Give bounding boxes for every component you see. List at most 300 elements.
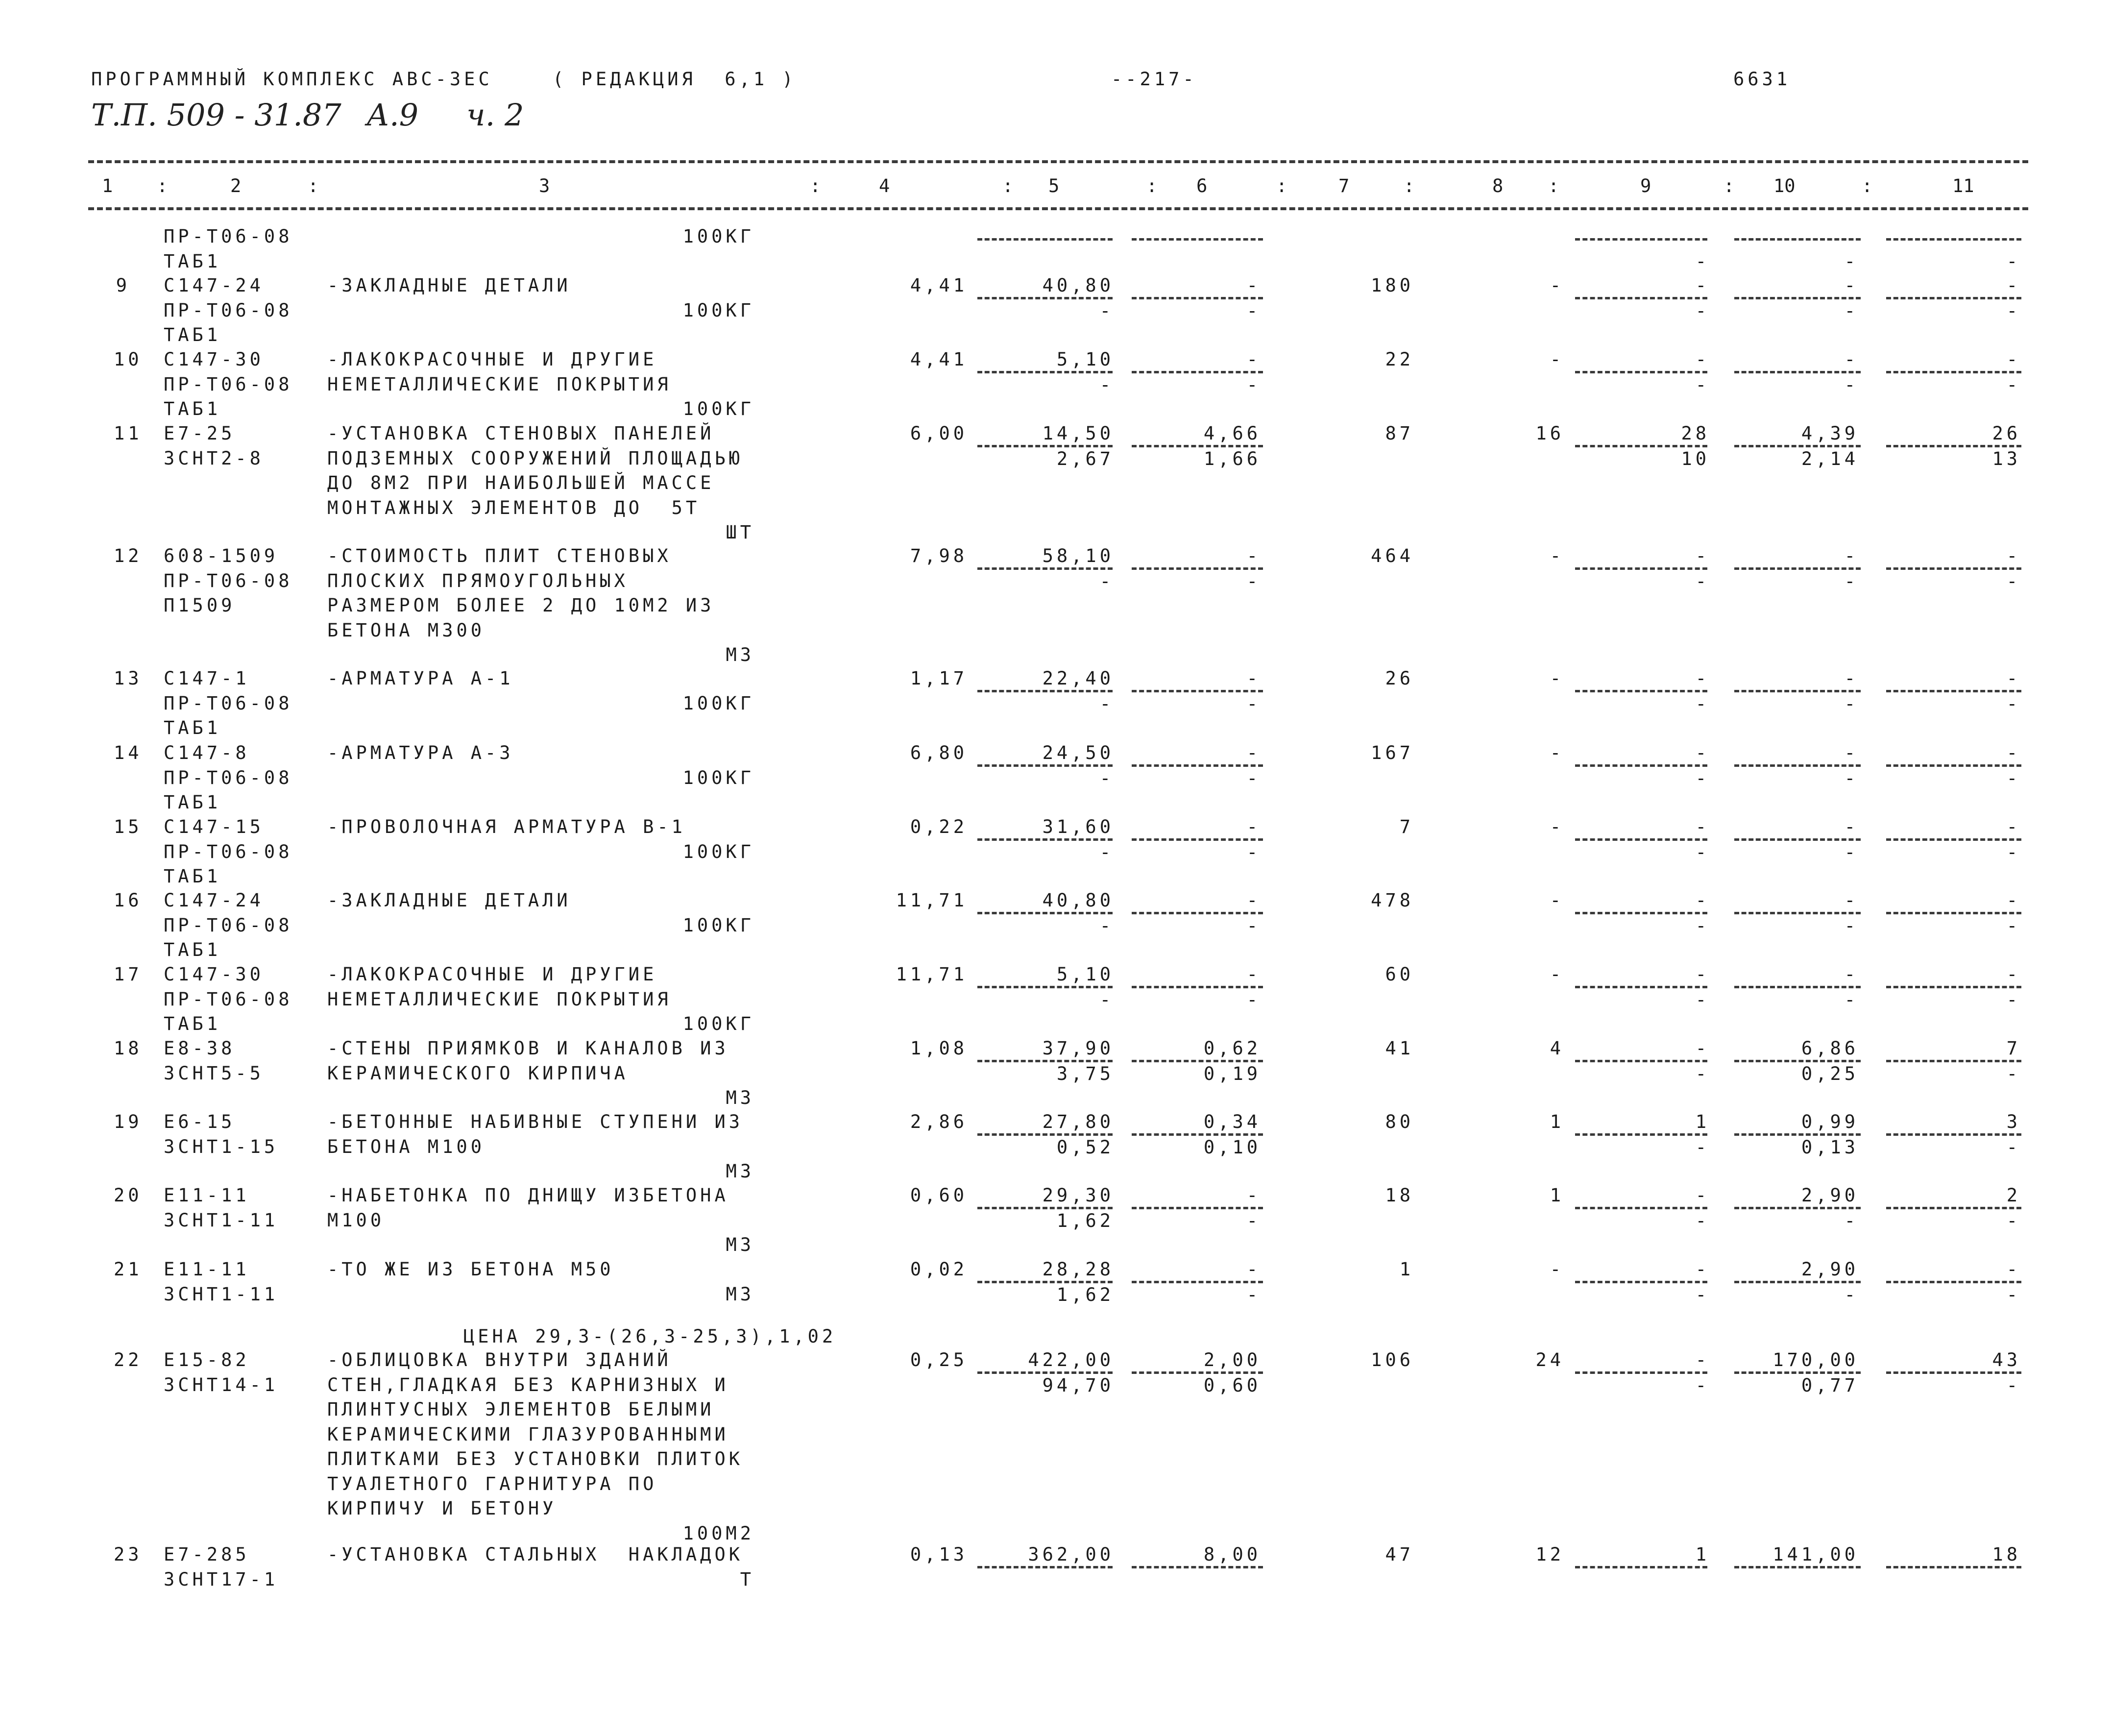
subtotal-dash-line bbox=[977, 567, 1113, 570]
column-separator: : bbox=[1404, 175, 1415, 196]
subtotal-dash-line bbox=[977, 1133, 1113, 1136]
subtotal-dash-line bbox=[1886, 764, 2021, 767]
row-number: 13 bbox=[114, 668, 143, 689]
machine-unit-price-sub: - bbox=[1246, 1210, 1261, 1231]
wage-total: - bbox=[1695, 1259, 1710, 1280]
resource-code: 3СНТ5-5 bbox=[164, 1062, 264, 1084]
wage-total: 1 bbox=[1695, 1111, 1710, 1132]
wage-total: - bbox=[1695, 668, 1710, 689]
machine-unit-price: - bbox=[1246, 964, 1261, 985]
unit-price: 362,00 bbox=[1028, 1544, 1114, 1565]
labor-total-sub: - bbox=[2006, 1374, 2021, 1396]
resource-code: 3СНТ1-15 bbox=[164, 1136, 279, 1157]
subtotal-dash-line bbox=[1734, 297, 1861, 299]
subtotal-dash-line bbox=[1734, 1371, 1861, 1374]
page-number: --217- bbox=[1111, 69, 1197, 90]
work-description: -ЛАКОКРАСОЧНЫЕ И ДРУГИЕ bbox=[327, 964, 657, 985]
wage-total: - bbox=[1695, 545, 1710, 566]
labor-total: 2 bbox=[2006, 1185, 2021, 1206]
subtotal-dash-line bbox=[1886, 297, 2021, 299]
subtotal-dash-line bbox=[977, 764, 1113, 767]
labor-unit: 141,00 bbox=[1772, 1544, 1859, 1565]
subtotal-dash-line bbox=[1734, 238, 1861, 241]
machine-cost: 1 bbox=[1550, 1185, 1564, 1206]
resource-code: С147-24 bbox=[164, 275, 264, 296]
subtotal-dash-line bbox=[1575, 1281, 1707, 1283]
labor-total: 18 bbox=[1992, 1544, 2021, 1565]
resource-code: Е15-82 bbox=[164, 1349, 250, 1370]
labor-total: - bbox=[2006, 545, 2021, 566]
unit-price-sub: 94,70 bbox=[1042, 1374, 1114, 1396]
subtotal-dash-line bbox=[1734, 1207, 1861, 1209]
resource-code: ПР-Т06-08 bbox=[164, 988, 293, 1010]
resource-code: С147-30 bbox=[164, 349, 264, 370]
machine-cost: - bbox=[1550, 668, 1564, 689]
row-number: 12 bbox=[114, 545, 143, 566]
subtotal-dash-line bbox=[1132, 1371, 1263, 1374]
column-header-1: 1 bbox=[102, 175, 113, 196]
subtotal-dash-line bbox=[1734, 838, 1861, 841]
subtotal-dash-line bbox=[1575, 1371, 1707, 1374]
resource-code: ПР-Т06-08 bbox=[164, 767, 293, 788]
resource-code: ТАБ1 bbox=[164, 792, 221, 813]
labor-unit: - bbox=[1844, 964, 1859, 985]
resource-code: Е6-15 bbox=[164, 1111, 236, 1132]
labor-unit: 0,99 bbox=[1801, 1111, 1859, 1132]
subtotal-dash-line bbox=[1575, 690, 1707, 692]
labor-total: - bbox=[2006, 668, 2021, 689]
work-description: -БЕТОННЫЕ НАБИВНЫЕ СТУПЕНИ ИЗ bbox=[327, 1111, 744, 1132]
unit-price: 27,80 bbox=[1042, 1111, 1114, 1132]
machine-unit-price: 4,66 bbox=[1203, 423, 1261, 444]
resource-code: С147-1 bbox=[164, 668, 250, 689]
row-number: 19 bbox=[114, 1111, 143, 1132]
column-separator: : bbox=[810, 175, 821, 196]
wage-total: - bbox=[1695, 1349, 1710, 1370]
machine-unit-price-sub: - bbox=[1246, 915, 1261, 936]
subtotal-dash-line bbox=[1132, 371, 1263, 373]
total-cost: 87 bbox=[1385, 423, 1414, 444]
wage-total: - bbox=[1695, 890, 1710, 911]
work-description: ПЛИТКАМИ БЕЗ УСТАНОВКИ ПЛИТОК bbox=[327, 1448, 744, 1469]
machine-unit-price-sub: 0,10 bbox=[1203, 1136, 1261, 1158]
total-cost: 41 bbox=[1385, 1038, 1414, 1059]
machine-unit-price-sub: 1,66 bbox=[1203, 448, 1261, 469]
resource-code: П1509 bbox=[164, 595, 236, 616]
resource-code: ТАБ1 bbox=[164, 398, 221, 419]
unit-price-sub: 2,67 bbox=[1056, 448, 1114, 469]
subtotal-dash-line bbox=[1734, 445, 1861, 447]
row-number: 16 bbox=[114, 890, 143, 911]
machine-cost: 4 bbox=[1550, 1038, 1564, 1059]
subtotal-dash-line bbox=[1575, 567, 1707, 570]
unit-price-sub: 1,62 bbox=[1056, 1284, 1114, 1305]
row-number: 14 bbox=[114, 742, 143, 763]
machine-unit-price: - bbox=[1246, 890, 1261, 911]
work-description: -УСТАНОВКА СТЕНОВЫХ ПАНЕЛЕЙ bbox=[327, 423, 715, 444]
unit-of-measure: 100КГ bbox=[682, 692, 754, 714]
wage-total-sub: - bbox=[1695, 374, 1710, 395]
machine-unit-price-sub: - bbox=[1246, 841, 1261, 863]
column-separator: : bbox=[157, 175, 168, 196]
wage-total-sub: - bbox=[1695, 915, 1710, 936]
row-number: 15 bbox=[114, 816, 143, 837]
machine-cost: - bbox=[1550, 742, 1564, 763]
subtotal-dash-line bbox=[977, 445, 1113, 447]
quantity: 0,25 bbox=[910, 1349, 968, 1370]
subtotal-dash-line bbox=[1132, 690, 1263, 692]
work-description: -СТОИМОСТЬ ПЛИТ СТЕНОВЫХ bbox=[327, 545, 672, 566]
wage-total-sub: - bbox=[1695, 693, 1710, 714]
unit-price: 31,60 bbox=[1042, 816, 1114, 837]
resource-code: С147-24 bbox=[164, 890, 264, 911]
subtotal-dash-line bbox=[1132, 1281, 1263, 1283]
work-description: КЕРАМИЧЕСКИМИ ГЛАЗУРОВАННЫМИ bbox=[327, 1423, 729, 1445]
wage-total: - bbox=[1695, 816, 1710, 837]
work-description: СТЕН,ГЛАДКАЯ БЕЗ КАРНИЗНЫХ И bbox=[327, 1374, 729, 1395]
unit-price-sub: 1,62 bbox=[1056, 1210, 1114, 1231]
row-number: 9 bbox=[116, 275, 130, 296]
quantity: 0,13 bbox=[910, 1544, 968, 1565]
resource-code: ТАБ1 bbox=[164, 324, 221, 345]
labor-unit-sub: - bbox=[1844, 570, 1859, 592]
row-number: 17 bbox=[114, 964, 143, 985]
unit-of-measure: 100КГ bbox=[682, 299, 754, 321]
subtotal-dash-line bbox=[1886, 986, 2021, 988]
subtotal-dash-line bbox=[1886, 838, 2021, 841]
unit-price: 29,30 bbox=[1042, 1185, 1114, 1206]
subtotal-dash-line bbox=[1575, 1566, 1707, 1568]
subtotal-dash-line bbox=[977, 371, 1113, 373]
work-description: ТУАЛЕТНОГО ГАРНИТУРА ПО bbox=[327, 1473, 657, 1494]
labor-unit-sub: - bbox=[1844, 1210, 1859, 1231]
labor-total: 7 bbox=[2006, 1038, 2021, 1059]
column-header-4: 4 bbox=[879, 175, 890, 196]
machine-cost: - bbox=[1550, 275, 1564, 296]
total-cost: 18 bbox=[1385, 1185, 1414, 1206]
wage-total-sub: - bbox=[1695, 1210, 1710, 1231]
resource-code: Е7-25 bbox=[164, 423, 236, 444]
machine-unit-price: - bbox=[1246, 742, 1261, 763]
wage-total-sub: - bbox=[1695, 1284, 1710, 1305]
quantity: 6,00 bbox=[910, 423, 968, 444]
work-description: НЕМЕТАЛЛИЧЕСКИЕ ПОКРЫТИЯ bbox=[327, 988, 672, 1010]
labor-unit-sub: - bbox=[1844, 250, 1859, 272]
resource-code: ПР-Т06-08 bbox=[164, 299, 293, 321]
unit-of-measure: 100КГ bbox=[682, 841, 754, 862]
total-cost: 60 bbox=[1385, 964, 1414, 985]
labor-total-sub: - bbox=[2006, 841, 2021, 863]
unit-of-measure: 100М2 bbox=[682, 1522, 754, 1544]
resource-code: ПР-Т06-08 bbox=[164, 914, 293, 936]
resource-code: С147-30 bbox=[164, 964, 264, 985]
machine-unit-price-sub: - bbox=[1246, 989, 1261, 1010]
subtotal-dash-line bbox=[1886, 1060, 2021, 1062]
subtotal-dash-line bbox=[1575, 371, 1707, 373]
wage-total-sub: - bbox=[1695, 841, 1710, 863]
work-description: КЕРАМИЧЕСКОГО КИРПИЧА bbox=[327, 1062, 629, 1084]
labor-total-sub: - bbox=[2006, 1063, 2021, 1084]
work-description: ПОДЗЕМНЫХ СООРУЖЕНИЙ ПЛОЩАДЬЮ bbox=[327, 447, 744, 469]
labor-total: 26 bbox=[1992, 423, 2021, 444]
labor-unit-sub: 2,14 bbox=[1801, 448, 1859, 469]
labor-total: - bbox=[2006, 964, 2021, 985]
work-description: -ТО ЖЕ ИЗ БЕТОНА М50 bbox=[327, 1259, 614, 1280]
resource-code: ПР-Т06-08 bbox=[164, 841, 293, 862]
subtotal-dash-line bbox=[1575, 764, 1707, 767]
column-separator: : bbox=[1276, 175, 1287, 196]
total-cost: 47 bbox=[1385, 1544, 1414, 1565]
subtotal-dash-line bbox=[1132, 567, 1263, 570]
quantity: 2,86 bbox=[910, 1111, 968, 1132]
column-header-9: 9 bbox=[1640, 175, 1651, 196]
machine-unit-price-sub: - bbox=[1246, 374, 1261, 395]
subtotal-dash-line bbox=[977, 297, 1113, 299]
labor-total: - bbox=[2006, 275, 2021, 296]
work-description: -ЛАКОКРАСОЧНЫЕ И ДРУГИЕ bbox=[327, 349, 657, 370]
unit-of-measure: Т bbox=[740, 1568, 754, 1590]
subtotal-dash-line bbox=[1575, 912, 1707, 914]
labor-unit: 170,00 bbox=[1772, 1349, 1859, 1370]
subtotal-dash-line bbox=[1734, 690, 1861, 692]
machine-unit-price-sub: - bbox=[1246, 300, 1261, 321]
quantity: 6,80 bbox=[910, 742, 968, 763]
row-number: 10 bbox=[114, 349, 143, 370]
unit-of-measure: М3 bbox=[726, 1087, 754, 1108]
unit-price-sub: 0,52 bbox=[1056, 1136, 1114, 1158]
subtotal-dash-line bbox=[1886, 1207, 2021, 1209]
machine-unit-price-sub: 0,60 bbox=[1203, 1374, 1261, 1396]
subtotal-dash-line bbox=[1734, 986, 1861, 988]
row-number: 11 bbox=[114, 423, 143, 444]
labor-unit: - bbox=[1844, 668, 1859, 689]
subtotal-dash-line bbox=[977, 986, 1113, 988]
document-number: 6631 bbox=[1733, 69, 1791, 90]
unit-price: 24,50 bbox=[1042, 742, 1114, 763]
quantity: 4,41 bbox=[910, 275, 968, 296]
subtotal-dash-line bbox=[1132, 445, 1263, 447]
machine-cost: - bbox=[1550, 545, 1564, 566]
labor-total-sub: - bbox=[2006, 693, 2021, 714]
column-separator: : bbox=[1146, 175, 1158, 196]
machine-cost: 1 bbox=[1550, 1111, 1564, 1132]
labor-unit-sub: 0,13 bbox=[1801, 1136, 1859, 1158]
wage-total: - bbox=[1695, 1038, 1710, 1059]
subtotal-dash-line bbox=[1132, 764, 1263, 767]
row-number: 22 bbox=[114, 1349, 143, 1370]
work-description: М100 bbox=[327, 1209, 385, 1231]
labor-unit-sub: - bbox=[1844, 693, 1859, 714]
wage-total-sub: - bbox=[1695, 1063, 1710, 1084]
resource-code: 608-1509 bbox=[164, 545, 279, 566]
resource-code: Е7-285 bbox=[164, 1544, 250, 1565]
quantity: 0,02 bbox=[910, 1259, 968, 1280]
labor-total-sub: - bbox=[2006, 915, 2021, 936]
work-description: -ОБЛИЦОВКА ВНУТРИ ЗДАНИЙ bbox=[327, 1349, 672, 1370]
column-header-7: 7 bbox=[1338, 175, 1350, 196]
labor-total: - bbox=[2006, 816, 2021, 837]
machine-unit-price: - bbox=[1246, 1185, 1261, 1206]
unit-price-sub: - bbox=[1099, 570, 1114, 592]
subtotal-dash-line bbox=[1575, 297, 1707, 299]
machine-unit-price: - bbox=[1246, 816, 1261, 837]
wage-total-sub: - bbox=[1695, 1374, 1710, 1396]
labor-total: 43 bbox=[1992, 1349, 2021, 1370]
machine-cost: 12 bbox=[1535, 1544, 1564, 1565]
quantity: 11,71 bbox=[896, 890, 968, 911]
labor-unit: - bbox=[1844, 816, 1859, 837]
resource-code: С147-8 bbox=[164, 742, 250, 763]
wage-total: - bbox=[1695, 1185, 1710, 1206]
resource-code: ПР-Т06-08 bbox=[164, 692, 293, 714]
subtotal-dash-line bbox=[1734, 912, 1861, 914]
machine-unit-price: - bbox=[1246, 1259, 1261, 1280]
machine-unit-price: 8,00 bbox=[1203, 1544, 1261, 1565]
work-description: -ЗАКЛАДНЫЕ ДЕТАЛИ bbox=[327, 275, 571, 296]
unit-price: 40,80 bbox=[1042, 890, 1114, 911]
column-header-11: 11 bbox=[1952, 175, 1974, 196]
subtotal-dash-line bbox=[1886, 912, 2021, 914]
program-title: ПРОГРАММНЫЙ КОМПЛЕКС АВС-3ЕС bbox=[91, 69, 493, 90]
unit-price: 22,40 bbox=[1042, 668, 1114, 689]
work-description: -ЗАКЛАДНЫЕ ДЕТАЛИ bbox=[327, 890, 571, 911]
edition-label: ( РЕДАКЦИЯ 6,1 ) bbox=[553, 69, 797, 90]
wage-total: - bbox=[1695, 964, 1710, 985]
unit-price-sub: - bbox=[1099, 767, 1114, 789]
subtotal-dash-line bbox=[1886, 567, 2021, 570]
column-header-6: 6 bbox=[1196, 175, 1208, 196]
column-header-8: 8 bbox=[1492, 175, 1504, 196]
total-cost: 106 bbox=[1371, 1349, 1414, 1370]
unit-price-sub: - bbox=[1099, 915, 1114, 936]
labor-unit: 2,90 bbox=[1801, 1259, 1859, 1280]
subtotal-dash-line bbox=[1132, 238, 1263, 241]
resource-code: ПР-Т06-08 bbox=[164, 226, 293, 247]
header-rule-top bbox=[88, 160, 2028, 163]
subtotal-dash-line bbox=[1886, 445, 2021, 447]
unit-price-sub: - bbox=[1099, 989, 1114, 1010]
resource-code: ПР-Т06-08 bbox=[164, 570, 293, 591]
resource-code: ТАБ1 bbox=[164, 1013, 221, 1034]
subtotal-dash-line bbox=[1886, 1566, 2021, 1568]
wage-total: - bbox=[1695, 742, 1710, 763]
work-description: ПЛИНТУСНЫХ ЭЛЕМЕНТОВ БЕЛЫМИ bbox=[327, 1399, 715, 1420]
subtotal-dash-line bbox=[1132, 297, 1263, 299]
subtotal-dash-line bbox=[1575, 838, 1707, 841]
machine-cost: - bbox=[1550, 964, 1564, 985]
unit-of-measure: 100КГ bbox=[682, 226, 754, 247]
wage-total-sub: - bbox=[1695, 570, 1710, 592]
resource-code: 3СНТ1-11 bbox=[164, 1283, 279, 1305]
labor-unit-sub: - bbox=[1844, 767, 1859, 789]
subtotal-dash-line bbox=[977, 838, 1113, 841]
machine-unit-price-sub: - bbox=[1246, 570, 1261, 592]
subtotal-dash-line bbox=[1734, 1060, 1861, 1062]
resource-code: ПР-Т06-08 bbox=[164, 373, 293, 395]
quantity: 11,71 bbox=[896, 964, 968, 985]
row-number: 18 bbox=[114, 1038, 143, 1059]
subtotal-dash-line bbox=[1734, 1281, 1861, 1283]
resource-code: ТАБ1 bbox=[164, 939, 221, 960]
handwritten-album: А.9 bbox=[366, 97, 419, 133]
wage-total-sub: - bbox=[1695, 767, 1710, 789]
subtotal-dash-line bbox=[1886, 1371, 2021, 1374]
machine-unit-price: - bbox=[1246, 668, 1261, 689]
unit-of-measure: 100КГ bbox=[682, 914, 754, 936]
subtotal-dash-line bbox=[977, 238, 1113, 241]
resource-code: ТАБ1 bbox=[164, 250, 221, 272]
labor-total-sub: - bbox=[2006, 570, 2021, 592]
work-description: КИРПИЧУ И БЕТОНУ bbox=[327, 1498, 557, 1519]
column-header-3: 3 bbox=[539, 175, 550, 196]
subtotal-dash-line bbox=[1132, 1060, 1263, 1062]
work-description: ДО 8М2 ПРИ НАИБОЛЬШЕЙ МАССЕ bbox=[327, 472, 715, 493]
labor-unit: - bbox=[1844, 349, 1859, 370]
labor-unit: - bbox=[1844, 890, 1859, 911]
unit-price: 5,10 bbox=[1056, 964, 1114, 985]
subtotal-dash-line bbox=[1734, 764, 1861, 767]
labor-unit: - bbox=[1844, 742, 1859, 763]
handwritten-part: ч. 2 bbox=[466, 97, 524, 133]
work-description: БЕТОНА М100 bbox=[327, 1136, 486, 1157]
unit-of-measure: 100КГ bbox=[682, 767, 754, 788]
total-cost: 26 bbox=[1385, 668, 1414, 689]
labor-total-sub: - bbox=[2006, 1284, 2021, 1305]
subtotal-dash-line bbox=[1734, 371, 1861, 373]
unit-price: 37,90 bbox=[1042, 1038, 1114, 1059]
work-description: -СТЕНЫ ПРИЯМКОВ И КАНАЛОВ ИЗ bbox=[327, 1038, 729, 1059]
subtotal-dash-line bbox=[977, 690, 1113, 692]
labor-unit: - bbox=[1844, 275, 1859, 296]
subtotal-dash-line bbox=[977, 1371, 1113, 1374]
wage-total: 1 bbox=[1695, 1544, 1710, 1565]
wage-total-sub: - bbox=[1695, 250, 1710, 272]
unit-price: 422,00 bbox=[1028, 1349, 1114, 1370]
resource-code: 3СНТ1-11 bbox=[164, 1209, 279, 1231]
row-number: 20 bbox=[114, 1185, 143, 1206]
labor-total-sub: - bbox=[2006, 250, 2021, 272]
labor-total-sub: - bbox=[2006, 1210, 2021, 1231]
labor-unit-sub: 0,25 bbox=[1801, 1063, 1859, 1084]
subtotal-dash-line bbox=[1734, 567, 1861, 570]
work-description: ПЛОСКИХ ПРЯМОУГОЛЬНЫХ bbox=[327, 570, 629, 591]
subtotal-dash-line bbox=[1575, 238, 1707, 241]
machine-unit-price-sub: - bbox=[1246, 1284, 1261, 1305]
wage-total-sub: - bbox=[1695, 989, 1710, 1010]
unit-price: 5,10 bbox=[1056, 349, 1114, 370]
column-separator: : bbox=[308, 175, 319, 196]
labor-unit-sub: - bbox=[1844, 300, 1859, 321]
resource-code: С147-15 bbox=[164, 816, 264, 837]
labor-unit: 6,86 bbox=[1801, 1038, 1859, 1059]
subtotal-dash-line bbox=[1132, 1133, 1263, 1136]
subtotal-dash-line bbox=[977, 1281, 1113, 1283]
labor-unit-sub: - bbox=[1844, 1284, 1859, 1305]
labor-total-sub: - bbox=[2006, 989, 2021, 1010]
quantity: 0,22 bbox=[910, 816, 968, 837]
quantity: 7,98 bbox=[910, 545, 968, 566]
wage-total-sub: - bbox=[1695, 300, 1710, 321]
subtotal-dash-line bbox=[1886, 238, 2021, 241]
subtotal-dash-line bbox=[1132, 912, 1263, 914]
work-description: МОНТАЖНЫХ ЭЛЕМЕНТОВ ДО 5Т bbox=[327, 497, 701, 518]
machine-unit-price: - bbox=[1246, 275, 1261, 296]
unit-of-measure: М3 bbox=[726, 1283, 754, 1305]
labor-unit: 2,90 bbox=[1801, 1185, 1859, 1206]
row-number: 21 bbox=[114, 1259, 143, 1280]
unit-of-measure: М3 bbox=[726, 1161, 754, 1182]
unit-price-sub: - bbox=[1099, 300, 1114, 321]
